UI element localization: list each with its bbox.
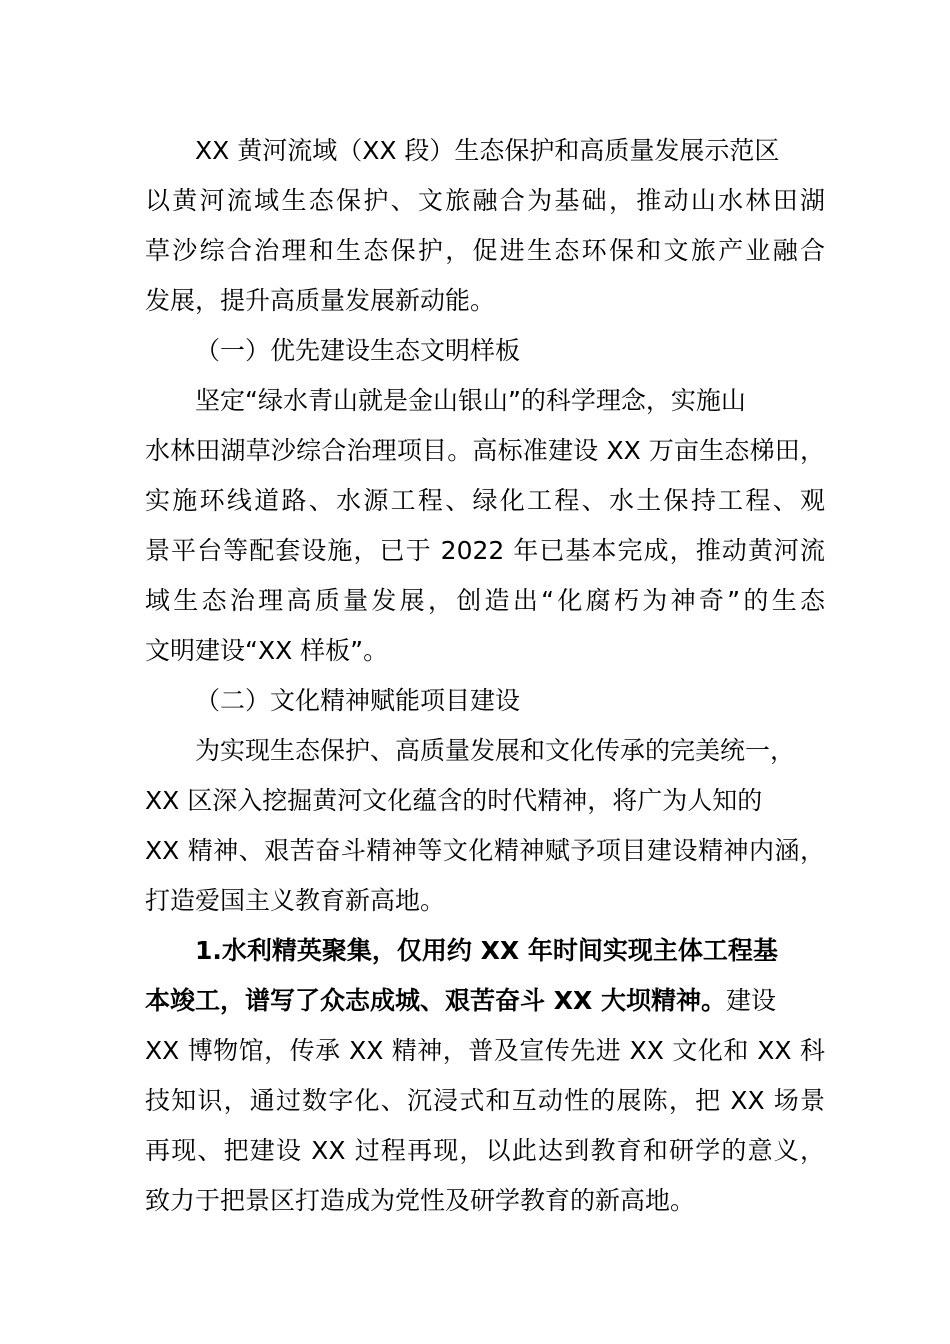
paragraph-2-line-4: 景平台等配套设施，已于 2022 年已基本完成，推动黄河流 <box>145 536 825 565</box>
paragraph-4-line-6: 致力于把景区打造成为党性及研学教育的新高地。 <box>145 1186 696 1215</box>
paragraph-1-line-2: 以黄河流域生态保护、文旅融合为基础，推动山水林田湖 <box>145 186 825 215</box>
paragraph-1-line-4: 发展，提升高质量发展新动能。 <box>145 286 496 315</box>
paragraph-3-line-3: XX 精神、艰苦奋斗精神等文化精神赋予项目建设精神内涵， <box>145 836 825 865</box>
paragraph-4-line-2-tail: 建设 <box>725 986 776 1015</box>
paragraph-2-line-2: 水林田湖草沙综合治理项目。高标准建设 XX 万亩生态梯田， <box>145 436 825 465</box>
paragraph-3-line-2: XX 区深入挖掘黄河文化蕴含的时代精神，将广为人知的 <box>145 786 763 815</box>
paragraph-1-line-1: XX 黄河流域（XX 段）生态保护和高质量发展示范区 <box>195 136 780 165</box>
section-heading-2: （二）文化精神赋能项目建设 <box>195 686 521 715</box>
paragraph-3-line-1: 为实现生态保护、高质量发展和文化传承的完美统一， <box>195 736 796 765</box>
document-body <box>145 126 825 1226</box>
paragraph-2-line-3: 实施环线道路、水源工程、绿化工程、水土保持工程、观 <box>145 486 825 515</box>
paragraph-4-line-2 <box>145 976 825 1026</box>
paragraph-1-line-3: 草沙综合治理和生态保护，促进生态环保和文旅产业融合 <box>145 236 825 265</box>
paragraph-3-line-4: 打造爱国主义教育新高地。 <box>145 886 446 915</box>
paragraph-4-bold-line-1: 1.水利精英聚集，仅用约 XX 年时间实现主体工程基 <box>195 936 778 965</box>
section-heading-1: （一）优先建设生态文明样板 <box>195 336 521 365</box>
paragraph-4-bold-line-2: 本竣工，谱写了众志成城、艰苦奋斗 XX 大坝精神。 <box>145 986 726 1015</box>
paragraph-2-line-6: 文明建设“XX 样板”。 <box>145 636 389 665</box>
paragraph-4-line-5: 再现、把建设 XX 过程再现，以此达到教育和研学的意义， <box>145 1136 825 1165</box>
paragraph-2-line-5: 域生态治理高质量发展，创造出“化腐朽为神奇”的生态 <box>145 586 825 615</box>
paragraph-4-line-4: 技知识，通过数字化、沉浸式和互动性的展陈，把 XX 场景 <box>145 1086 825 1115</box>
paragraph-2-line-1: 坚定“绿水青山就是金山银山”的科学理念，实施山 <box>195 386 746 415</box>
paragraph-4-line-3: XX 博物馆，传承 XX 精神，普及宣传先进 XX 文化和 XX 科 <box>145 1036 825 1065</box>
